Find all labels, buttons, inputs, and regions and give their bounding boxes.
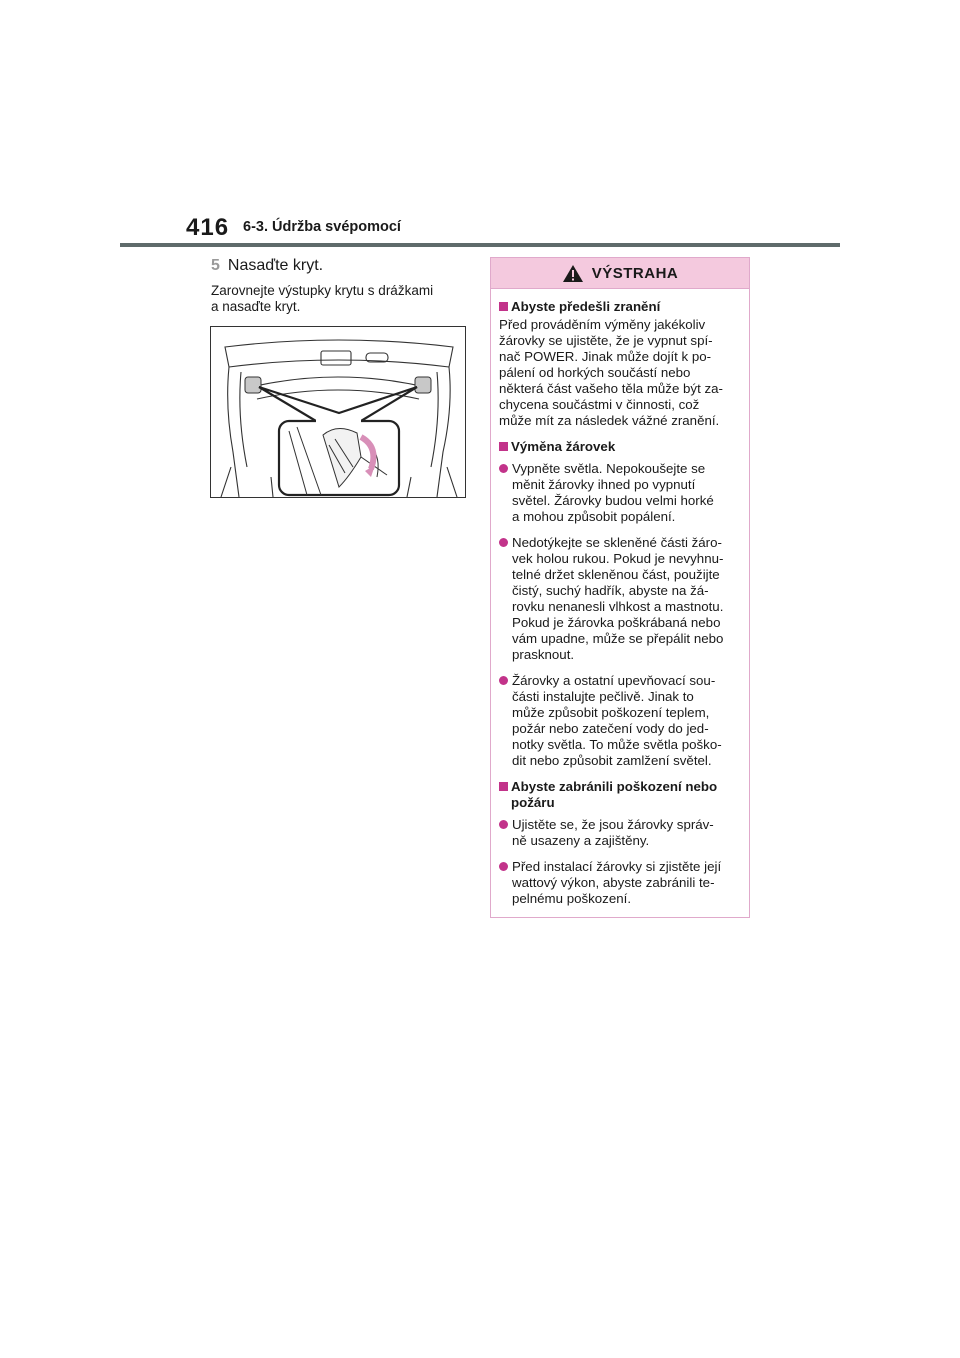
paragraph-line: může mít za následek vážné zranění. (499, 413, 720, 428)
header-divider (120, 243, 840, 247)
bullet-line: čistý, suchý hadřík, abyste na žá- (512, 583, 709, 598)
warning-body (491, 289, 749, 907)
bullet-line: prasknout. (512, 647, 575, 662)
warning-bullet (499, 817, 741, 849)
warning-bullet (499, 461, 741, 525)
step-heading (211, 257, 323, 275)
bullet-line: může způsobit poškození teplem, (512, 705, 710, 720)
step-title: Nasaďte kryt. (227, 257, 324, 274)
section-title: 6-3. Údržba svépomocí (243, 219, 401, 235)
paragraph-line: chycena součástmi v činnosti, což (499, 397, 700, 412)
bullet-line: Žárovky a ostatní upevňovací sou- (512, 673, 716, 688)
page-number: 416 (186, 214, 230, 241)
paragraph-line: některá část vašeho těla může být za- (499, 381, 723, 396)
bullet-line: části instalujte pečlivě. Jinak to (512, 689, 694, 704)
step-description (211, 283, 471, 315)
bullet-line: světel. Žárovky budou velmi horké (512, 493, 714, 508)
bullet-line: pelnému poškození. (512, 891, 632, 906)
bullet-line: Ujistěte se, že jsou žárovky správ- (512, 817, 714, 832)
bullet-line: vám upadne, může se přepálit nebo (512, 631, 724, 646)
bullet-line: ně usazeny a zajištěny. (512, 833, 650, 848)
bullet-line: rovku nenanesli vlhkost a mastnotu. (512, 599, 724, 614)
paragraph-line: žárovky se ujistěte, že je vypnut spí- (499, 333, 713, 348)
paragraph-line: pálení od horkých součástí nebo (499, 365, 691, 380)
step-description-line: a nasaďte kryt. (211, 299, 301, 314)
bullet-line: wattový výkon, abyste zabránili te- (512, 875, 715, 890)
bullet-line: Vypněte světla. Nepokoušejte se (512, 461, 706, 476)
bullet-line: požár nebo zatečení vody do jed- (512, 721, 709, 736)
bullet-line: a mohou způsobit popálení. (512, 509, 676, 524)
bullet-line: notky světla. To může světla poško- (512, 737, 722, 752)
heading-line: Abyste zabránili poškození nebo (511, 779, 718, 794)
warning-triangle-icon (562, 264, 584, 283)
paragraph-line: Před prováděním výměny jakékoliv (499, 317, 706, 332)
bullet-line: dit nebo způsobit zamlžení světel. (512, 753, 712, 768)
heading-line: požáru (511, 795, 555, 810)
warning-paragraph (499, 317, 741, 429)
warning-bullet (499, 535, 741, 663)
warning-section-heading (499, 299, 741, 315)
warning-section-heading (499, 779, 741, 811)
warning-box (490, 257, 750, 918)
heading-line: Abyste předešli zranění (511, 299, 661, 314)
warning-title: VÝSTRAHA (591, 264, 679, 282)
step-number: 5 (211, 257, 220, 274)
bullet-line: Nedotýkejte se skleněné části žáro- (512, 535, 722, 550)
paragraph-line: nač POWER. Jinak může dojít k po- (499, 349, 712, 364)
warning-header (491, 258, 749, 289)
trunk-illustration-drawing (211, 327, 465, 497)
bullet-line: Pokud je žárovka poškrábaná nebo (512, 615, 721, 630)
trunk-lid-light-cover-illustration (210, 326, 466, 498)
step-description-line: Zarovnejte výstupky krytu s drážkami (211, 283, 434, 298)
heading-line: Výměna žárovek (511, 439, 616, 454)
warning-bullet (499, 673, 741, 769)
bullet-line: Před instalací žárovky si zjistěte její (512, 859, 722, 874)
warning-section-heading (499, 439, 741, 455)
bullet-line: vek holou rukou. Pokud je nevyhnu- (512, 551, 724, 566)
bullet-line: měnit žárovky ihned po vypnutí (512, 477, 696, 492)
warning-bullet (499, 859, 741, 907)
bullet-line: telné držet skleněnou část, použijte (512, 567, 720, 582)
